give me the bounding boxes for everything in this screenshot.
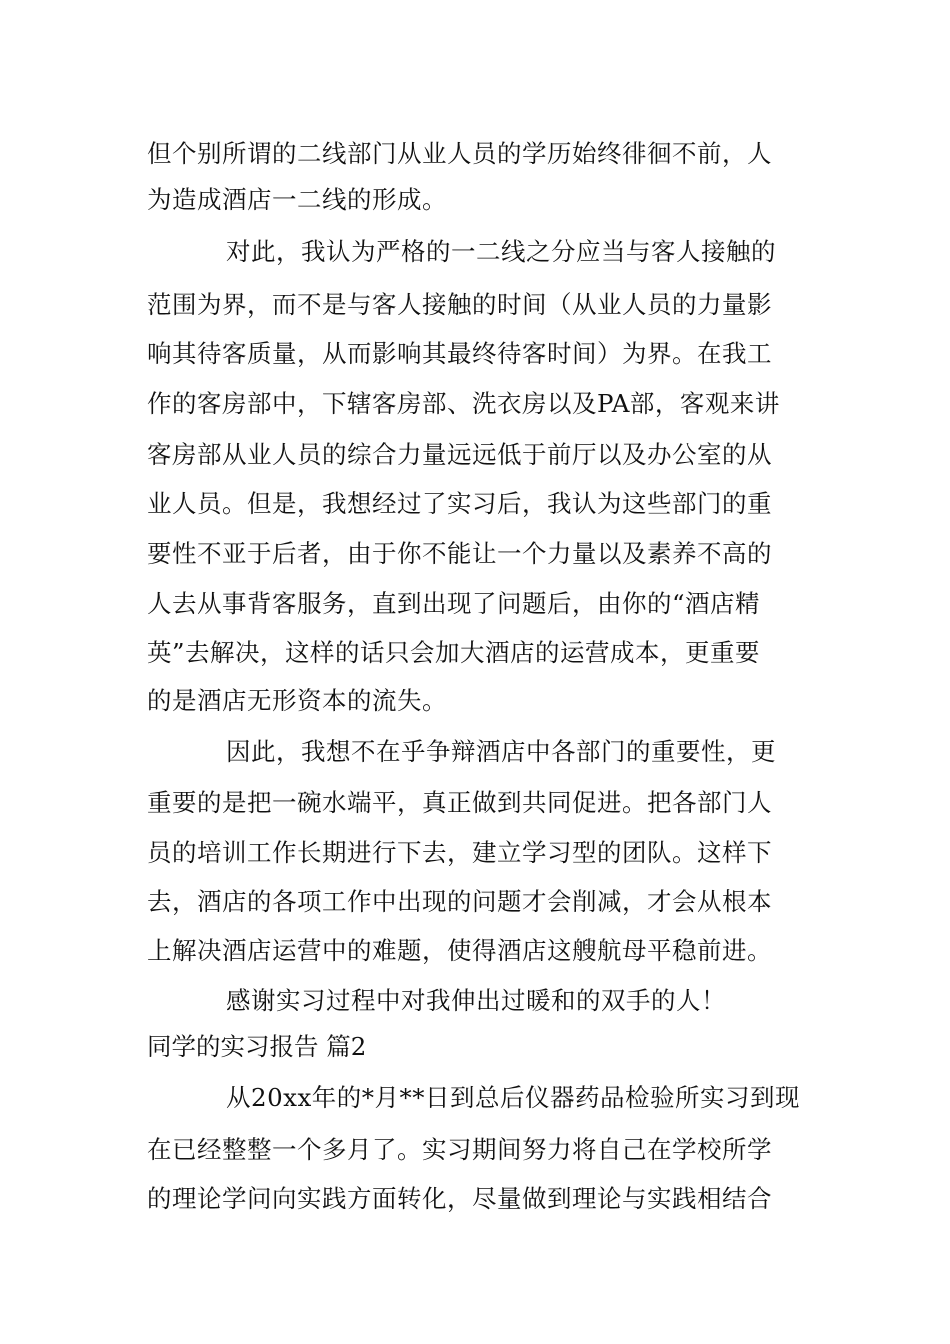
text-line: 因此，我想不在乎争辩酒店中各部门的重要性，更 <box>226 737 776 766</box>
text-line: 业人员。但是，我想经过了实习后，我认为这些部门的重 <box>147 489 772 518</box>
text-line: 的是酒店无形资本的流失。 <box>147 686 447 715</box>
text-line: 感谢实习过程中对我伸出过暖和的双手的人！ <box>226 986 726 1015</box>
text-line: 去，酒店的各项工作中出现的问题才会削减，才会从根本 <box>147 887 772 916</box>
text-line: 的理论学问向实践方面转化，尽量做到理论与实践相结合 <box>147 1184 772 1213</box>
text-line: 对此，我认为严格的一二线之分应当与客人接触的 <box>226 237 776 266</box>
text-line: 重要的是把一碗水端平，真正做到共同促进。把各部门人 <box>147 788 772 817</box>
text-line: 要性不亚于后者，由于你不能让一个力量以及素养不高的 <box>147 539 772 568</box>
text-line: 从20xx年的*月**日到总后仪器药品检验所实习到现 <box>226 1083 801 1112</box>
text-line: 人去从事背客服务，直到出现了问题后，由你的“酒店精 <box>147 589 761 618</box>
text-line: 在已经整整一个多月了。实习期间努力将自己在学校所学 <box>147 1135 772 1164</box>
text-line: 范围为界，而不是与客人接触的时间（从业人员的力量影 <box>147 290 772 319</box>
text-line: 上解决酒店运营中的难题，使得酒店这艘航母平稳前进。 <box>147 936 772 965</box>
text-line: 员的培训工作长期进行下去，建立学习型的团队。这样下 <box>147 838 772 867</box>
text-line: 响其待客质量，从而影响其最终待客时间）为界。在我工 <box>147 339 772 368</box>
text-line: 英”去解决，这样的话只会加大酒店的运营成本，更重要 <box>147 638 761 667</box>
text-line: 客房部从业人员的综合力量远远低于前厅以及办公室的从 <box>147 440 772 469</box>
text-line: 但个别所谓的二线部门从业人员的学历始终徘徊不前，人 <box>147 139 772 168</box>
text-line: 为造成酒店一二线的形成。 <box>147 185 447 214</box>
section-heading: 同学的实习报告 篇2 <box>147 1032 367 1061</box>
text-line: 作的客房部中，下辖客房部、洗衣房以及PA部，客观来讲 <box>147 389 780 418</box>
